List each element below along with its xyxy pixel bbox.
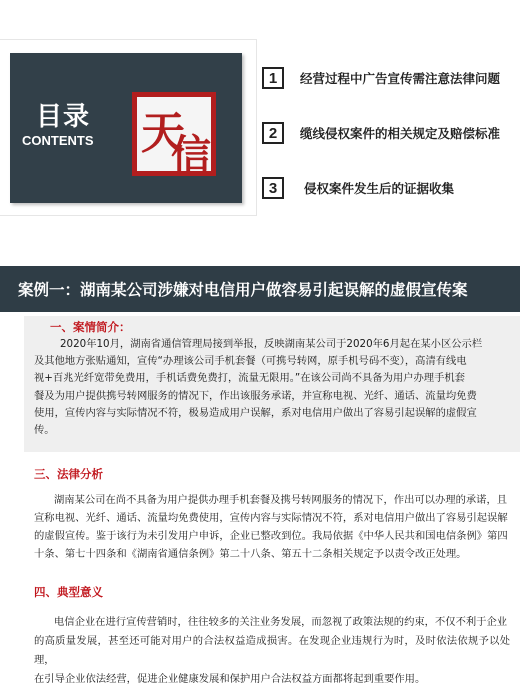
analysis-heading: 三、法律分析 [34, 467, 103, 481]
tianxin-logo [132, 92, 216, 176]
facts-line: 传。 [34, 424, 55, 437]
toc-item-2[interactable] [262, 122, 500, 144]
analysis-line: 宣称电视、光纤、通话、流量均免费使用，宣传内容与实际情况不符，系对电信用户做出了容易引起误解 [34, 512, 508, 524]
logo-inner [137, 97, 211, 178]
toc-subtitle: CONTENTS [22, 133, 94, 148]
toc-item-label: 侵权案件发生后的证据收集 [304, 181, 455, 196]
facts-heading: 一、案情简介： [50, 320, 131, 334]
facts-line: 及其他地方张贴通知，宣传“办理该公司手机套餐（可携号转网，原手机号码不变），高清有线电 [34, 355, 467, 368]
case-title: 案例一：湖南某公司涉嫌对电信用户做容易引起误解的虚假宣传案 [18, 281, 468, 299]
significance-heading: 四、典型意义 [34, 585, 103, 599]
toc-item-1[interactable] [262, 67, 500, 89]
logo-char-1: 天 [141, 108, 185, 159]
toc-item-label: 缆线侵权案件的相关规定及赔偿标准 [300, 126, 501, 141]
significance-line: 的高质量发展，甚至还可能对用户的合法权益造成损害。在发现企业违规行为时，及时依法依规予以处理， [34, 635, 510, 666]
facts-line: 视+百兆光纤宽带免费用，手机话费免费打，流量无限用。”在该公司尚不具备为用户办理手机套 [34, 372, 465, 385]
toc-slide [0, 0, 520, 258]
facts-line: 使用，宣传内容与实际情况不符，极易造成用户误解，系对电信用户做出了容易引起误解的虚假宣 [34, 406, 477, 419]
analysis-line: 的虚假宣传。鉴于该行为未引发用户申诉，企业已整改到位。我局依据《中华人民共和国电信条例》第四 [34, 530, 508, 542]
facts-line: 2020年10月，湖南省通信管理局接到举报，反映湖南某公司于2020年6月起在某小区公示栏 [60, 338, 483, 350]
analysis-line: 十条、第七十四条和《湖南省通信条例》第二十八条、第五十二条相关规定予以责令改正处理。 [34, 548, 467, 560]
toc-number: 3 [262, 177, 284, 199]
toc-title: 目录 [36, 102, 91, 132]
facts-paragraph [34, 336, 510, 439]
significance-line: 电信企业在进行宣传营销时，往往较多的关注业务发展，而忽视了政策法规的约束，不仅不利于企业 [54, 616, 508, 628]
toc-item-3[interactable] [262, 177, 454, 199]
logo-char-2: 信 [171, 131, 211, 178]
toc-number: 2 [262, 122, 284, 144]
facts-line: 餐及为用户提供携号转网服务的情况下，作出该服务承诺，并宣称电视、光纤、通话、流量均免费 [34, 389, 477, 402]
toc-item-label: 经营过程中广告宣传需注意法律问题 [300, 71, 501, 86]
significance-paragraph [34, 613, 510, 688]
analysis-line: 湖南某公司在尚不具备为用户提供办理手机套餐及携号转网服务的情况下，作出可以办理的承诺，且 [54, 494, 508, 506]
analysis-paragraph [34, 491, 510, 563]
toc-number: 1 [262, 67, 284, 89]
significance-line: 在引导企业依法经营，促进企业健康发展和保护用户合法权益方面都将起到重要作用。 [34, 673, 426, 685]
